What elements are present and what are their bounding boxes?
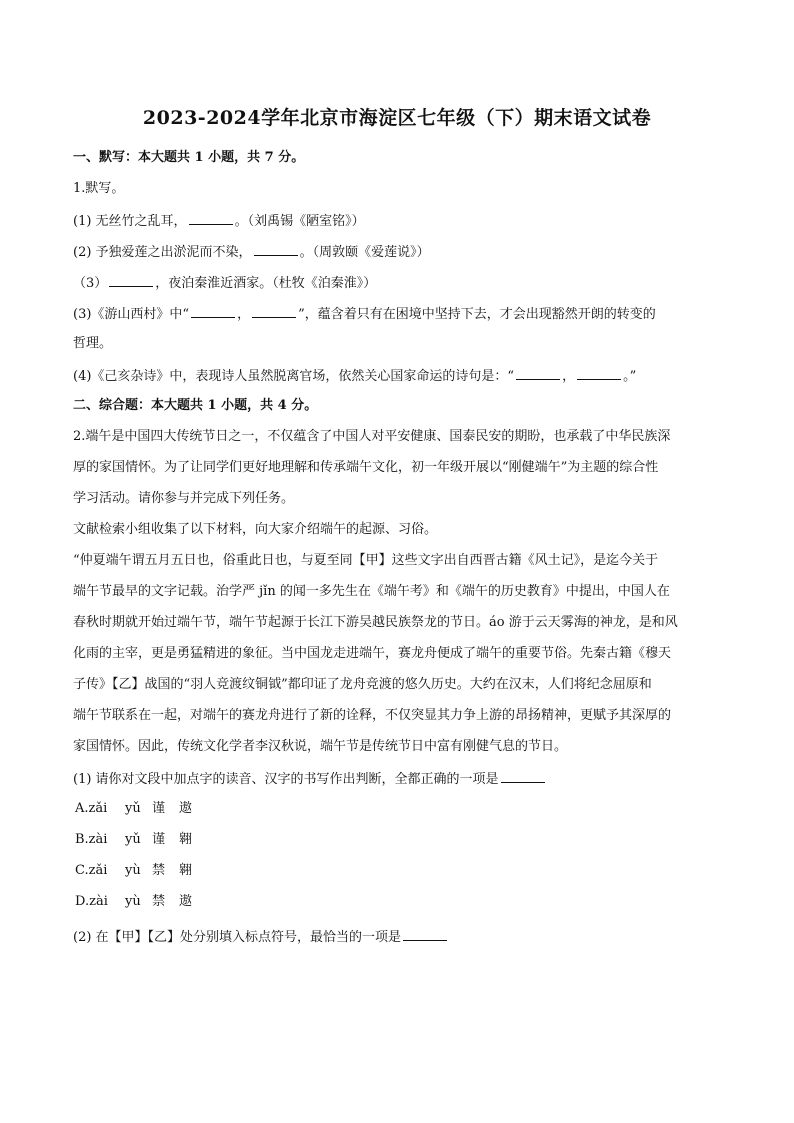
q1-item-5: (4)《己亥杂诗》中，表现诗人虽然脱离官场，依然关心国家命运的诗句是：“ ， 。” [73,369,637,384]
answer-blank[interactable] [252,305,296,318]
answer-blank[interactable] [501,770,545,783]
answer-blank[interactable] [191,305,235,318]
sub-question-2: (2) 在【甲】【乙】处分别填入标点符号，最恰当的一项是 [73,928,449,946]
option-c[interactable]: C.zǎi yù 禁 翱 [75,863,193,878]
paragraph-line: 家国情怀。因此，传统文化学者李汉秋说，端午节是传统节日中富有刚健气息的节日。 [73,739,568,754]
paragraph-line: 化雨的主宰，更是勇猛精进的象征。当中国龙走进端午，赛龙舟便成了端午的重要节俗。先秦古籍《穆天 [73,646,672,661]
q1-item-1: (1) 无丝竹之乱耳， 。（刘禹锡《陋室铭》） [73,214,365,229]
q1-item-4-continuation: 哲理。 [73,336,113,351]
paragraph-line: 端午节联系在一起，对端午的赛龙舟进行了新的诠释，不仅突显其力争上游的昂扬精神，更赋予其深厚的 [73,708,672,723]
paragraph-line: 春秋时期就开始过端午节，端午节起源于长江下游吴越民族祭龙的节日。áo 游于云天雾海的神龙，是和风 [73,615,678,630]
paragraph-line: 2.端午是中国四大传统节日之一，不仅蕴含了中国人对平安健康、国泰民安的期盼，也承载了中华民族深 [73,429,671,444]
option-a[interactable]: A.zǎi yǔ 谨 遨 [75,801,193,816]
sub-question-1: (1) 请你对文段中加点字的读音、汉字的书写作出判断，全都正确的一项是 [73,770,547,788]
answer-blank[interactable] [254,243,298,256]
answer-blank[interactable] [403,928,447,941]
paragraph-line: 端午节最早的文字记载。治学严 jǐn 的闻一多先生在《端午考》和《端午的历史教育》中提出，中国人在 [73,584,670,599]
answer-blank[interactable] [516,367,560,380]
question1-label: 1.默写。 [73,181,125,196]
paragraph-line: 文献检索小组收集了以下材料，向大家介绍端午的起源、习俗。 [73,522,438,537]
q1-item-4: (3)《游山西村》中“ ， ”，蕴含着只有在困境中坚持下去，才会出现豁然开朗的转变的 [73,307,656,322]
section2-heading: 二、综合题：本大题共 1 小题，共 4 分。 [73,398,318,413]
paragraph-line: “仲夏端午谓五月五日也，俗重此日也，与夏至同【甲】这些文字出自西晋古籍《风土记》，是迄今关于 [73,553,659,568]
section1-heading: 一、默写：本大题共 1 小题，共 7 分。 [73,150,305,165]
paragraph-line: 厚的家国情怀。为了让同学们更好地理解和传承端午文化，初一年级开展以“刚健端午”为主题的综合性 [73,460,659,475]
q1-item-2: (2) 予独爱莲之出淤泥而不染， 。（周敦颐《爱莲说》） [73,245,430,260]
page-title: 2023-2024学年北京市海淀区七年级（下）期末语文试卷 [142,107,652,129]
q1-item-3: （3） ，夜泊秦淮近酒家。（杜牧《泊秦淮》） [73,276,377,291]
answer-blank[interactable] [189,212,233,225]
option-b[interactable]: B.zài yǔ 谨 翱 [75,832,193,847]
paragraph-line: 子传》【乙】战国的“羽人竞渡纹铜钺”都印证了龙舟竞渡的悠久历史。大约在汉末，人们将纪念屈原和 [73,677,652,692]
option-d[interactable]: D.zài yù 禁 遨 [75,894,193,909]
answer-blank[interactable] [577,367,621,380]
paragraph-line: 学习活动。请你参与并完成下列任务。 [73,491,295,506]
answer-blank[interactable] [109,274,153,287]
